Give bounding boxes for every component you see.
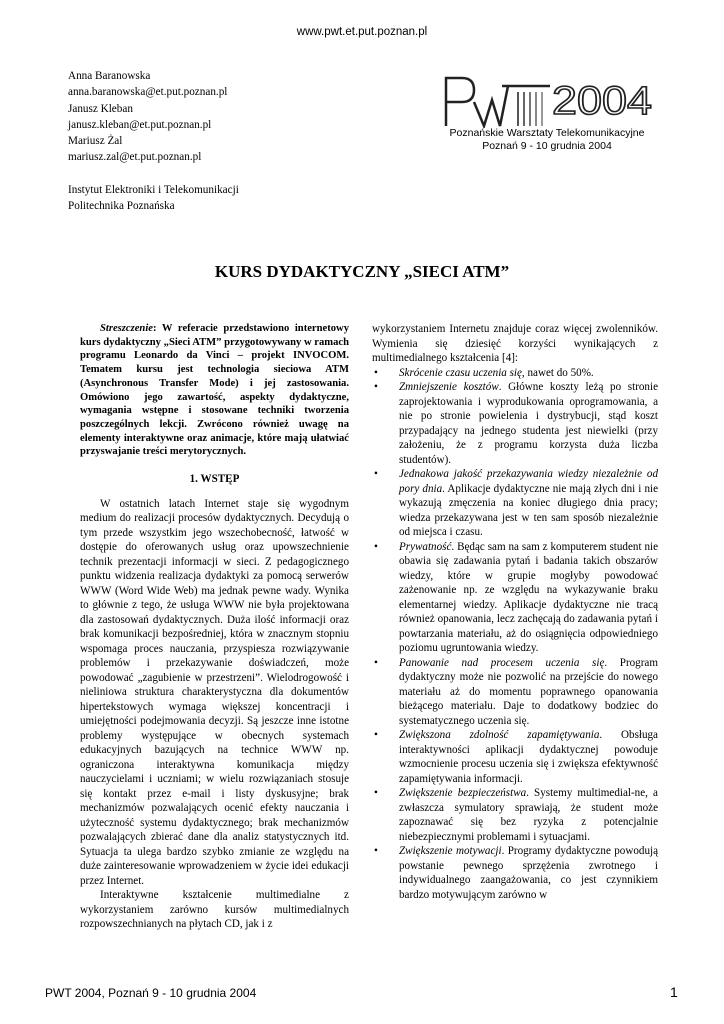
list-item: • Skrócenie czasu uczenia się, nawet do 50%.	[374, 366, 594, 379]
pwt-logo-graphic	[440, 68, 655, 128]
author-email: mariusz.zal@et.put.poznan.pl	[68, 151, 202, 164]
paper-title: KURS DYDAKTYCZNY „SIECI ATM”	[214, 262, 510, 281]
paragraph-continued: wykorzystaniem Internetu znajduje coraz więcej zwolenników. Wymienia się dziesięć korzyści wynikających z multimedialnego kształcenia [4]:	[372, 323, 658, 364]
bullet-icon: •	[374, 656, 378, 669]
author-email: anna.baranowska@et.put.poznan.pl	[68, 86, 228, 99]
abstract-text: : W referacie przedstawiono internetowy kurs dydaktyczny „Sieci ATM” przygotowywany w ramach programu Leonardo da Vinci – projekt INVOCOM. Tematem kursu jest technologia sieciowa ATM (Asynchronous Transfer Mode) i jej zastosowania. Omówiono jego zawartość, aspekty dydaktyczne, wymagania wstępne i stosowane techniki tworzenia poszczególnych lekcji. Zwrócono również uwagę na elementy interaktywne oraz animacje, które mają ułatwiać przyswajanie treści merytorycznych.	[80, 323, 349, 458]
list-item: • Zmniejszenie kosztów. Główne koszty leżą po stronie zaprojektowania i wyprodukowania oprogramowania, a nie po stronie powielenia i dystrybucji, stąd koszt przypadający na jednego studenta jest niewielki (przy założeniu, że z programu korzysta duża liczba studentów).	[374, 381, 658, 466]
paragraph: W ostatnich latach Internet staje się wygodnym medium do realizacji procesów dydaktycznych. Decydują o tym przede wszystkim jego wszechobecność, łatwość w dostępie do oferowanych usług oraz upowszechnienie technik prezentacji informacji w sieci. Z pedagogicznego punktu widzenia realizacja dydaktyki za pomocą serwerów WWW (Word Wide Web) ma jednak pewne wady. Wynika to głównie z tego, że usługa WWW nie była projektowana dla zastosowań dydaktycznych. Duża ilość informacji oraz brak komunikacji bezpośredniej, która w znacznym stopniu wspomaga proces nauczania, przyspiesza rozwiązywanie problemów i przekazywanie doświadczeń, może powodować „zagubienie w przestrzeni”. Wielodrogowość i nieliniowa struktura charakterystyczna dla dokumentów hipertekstowych wymaga większej koncentracji i umiejętności podejmowania decyzji. Są jeszcze inne istotne problemy występujące w obecnych systemach edukacyjnych bazujących na technice WWW np. ograniczona interaktywna komunikacja między nauczycielami i uczniami; w wielu rozwiązaniach stosuje się kontakt przez e-mail i listy dyskusyjne; brak mechanizmów pozwalających ocenić efekty nauczania i użyteczność systemu dydaktycznego; brak mechanizmów pozwalających zbierać dane dla analiz statystycznych itd. Sytuacja ta ulega bardzo szybko zmianie ze względu na duże zainteresowanie wprowadzeniem w życie idei edukacji przez Internet.	[80, 497, 349, 887]
conference-name: Poznańskie Warsztaty Telekomunikacyjne	[449, 127, 645, 139]
bullet-icon: •	[374, 540, 378, 553]
footer-text: PWT 2004, Poznań 9 - 10 grudnia 2004	[45, 986, 257, 1000]
author-block	[68, 68, 239, 214]
left-column	[80, 322, 349, 932]
abstract	[80, 322, 349, 459]
svg-text:2004: 2004	[552, 79, 652, 123]
list-item: • Panowanie nad procesem uczenia się. Program dydaktyczny może nie pozwolić na przejście do nowego materiału aż do momentu poprawnego opanowania bieżącego materiału. Daje to dodatkowy bodziec do systematycznego uczenia się.	[374, 656, 658, 727]
bullet-icon: •	[374, 729, 378, 741]
bullet-icon: •	[374, 787, 378, 799]
list-item: • Prywatność. Będąc sam na sam z komputerem student nie obawia się zadawania pytań i badania takich obszarów wiedzy, które w grupie mogłyby powodować zażenowanie np. ze względu na wykazywanie braku elementarnej wiedzy. Aplikacje dydaktyczne nie tracą również opanowania, lecz zachęcają do zadawania pytań i powtarzania materiału, aż do osiągnięcia odpowiedniego poziomu ugruntowania wiedzy.	[374, 540, 658, 654]
section-heading: 1. WSTĘP	[189, 473, 240, 486]
author-name: Anna Baranowska	[68, 70, 151, 82]
author-name: Mariusz Żal	[68, 135, 123, 148]
author-email: janusz.kleban@et.put.poznan.pl	[68, 118, 212, 131]
affiliation-institute: Instytut Elektroniki i Telekomunikacji	[68, 183, 239, 196]
list-item: • Zwiększenie motywacji. Programy dydaktyczne powodują powstanie pewnego sprzężenia zwrotnego i indywidualnego zaangażowania, co jest czynnikiem bardzo motywującym zarówno w	[374, 845, 658, 901]
list-item: • Jednakowa jakość przekazywania wiedzy niezależnie od pory dnia. Aplikacje dydaktyczne nie mają złych dni i nie wykazują zmęczenia na koniec długiego dnia pracy; wiedza przekazywana jest w ten sam sposób niezależnie od miejsca i czasu.	[374, 468, 658, 538]
list-item: • Zwiększona zdolność zapamiętywania. Obsługa interaktywności aplikacji dydaktycznej powoduje wzmocnienie procesu uczenia się i zwiększa efektywność zapamiętywania informacji.	[374, 729, 658, 785]
conference-info	[432, 127, 662, 153]
pwt-logo	[440, 68, 655, 128]
right-column	[372, 322, 658, 902]
author-name: Janusz Kleban	[68, 102, 133, 115]
bullet-icon: •	[374, 468, 378, 480]
bullet-icon: •	[374, 845, 378, 857]
affiliation-university: Politechnika Poznańska	[68, 200, 175, 213]
bullet-icon: •	[374, 366, 378, 379]
header-url: www.pwt.et.put.poznan.pl	[296, 26, 428, 38]
list-item: • Zwiększenie bezpieczeństwa. Systemy multimedial-ne, a zwłaszcza symulatory sprawiają, że student może zapoznawać się bez ryzyka z potencjalnie niebezpiecznymi problemami i sytuacjami.	[374, 787, 658, 843]
bullet-icon: •	[374, 381, 378, 393]
paragraph: Interaktywne kształcenie multimedialne z wykorzystaniem zarówno kursów multimedialnych rozpowszechnianych na płytach CD, jak i z	[80, 889, 349, 931]
conference-date: Poznań 9 - 10 grudnia 2004	[482, 140, 612, 152]
benefits-list	[372, 366, 658, 903]
abstract-label: Streszczenie	[100, 323, 153, 334]
page-number: 1	[670, 984, 678, 1000]
